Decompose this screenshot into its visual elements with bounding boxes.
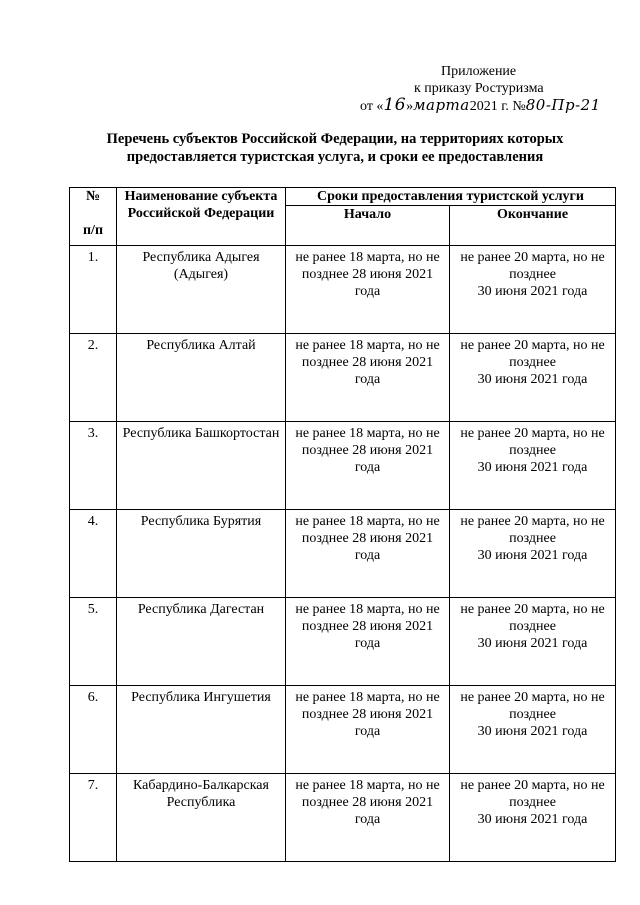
header-number-symbol: № [85, 189, 101, 204]
date-year: 2021 г. № [469, 99, 526, 114]
row-start-term: не ранее 18 марта, но не позднее 28 июня 2021 года [286, 510, 450, 598]
row-region-name: Республика Ингушетия [117, 686, 286, 774]
row-end-term [450, 686, 616, 774]
header-end: Окончание [450, 206, 616, 246]
row-number: 3. [70, 422, 117, 510]
row-end-term [450, 774, 616, 862]
date-mid: » [406, 99, 414, 114]
row-region-name: Кабардино-Балкарская Республика [117, 774, 286, 862]
end-term-line-1: не ранее 20 марта, но не позднее [460, 514, 605, 546]
table-row [70, 774, 616, 862]
end-term-line-1: не ранее 20 марта, но не позднее [460, 250, 605, 282]
row-number: 1. [70, 246, 117, 334]
row-start-term: не ранее 18 марта, но не позднее 28 июня 2021 года [286, 598, 450, 686]
table-row [70, 686, 616, 774]
handwritten-month: марта [413, 96, 470, 114]
header-number [70, 188, 117, 246]
row-end-term [450, 598, 616, 686]
end-term-line-1: не ранее 20 марта, но не позднее [460, 690, 605, 722]
document-title [70, 130, 600, 166]
end-term-line-2: 30 июня 2021 года [477, 548, 588, 563]
row-region-name: Республика Адыгея (Адыгея) [117, 246, 286, 334]
end-term-line-2: 30 июня 2021 года [477, 372, 588, 387]
row-start-term: не ранее 18 марта, но не позднее 28 июня 2021 года [286, 774, 450, 862]
row-region-name: Республика Башкортостан [117, 422, 286, 510]
header-start: Начало [286, 206, 450, 246]
table-row [70, 422, 616, 510]
end-term-line-1: не ранее 20 марта, но не позднее [460, 778, 605, 810]
end-term-line-2: 30 июня 2021 года [477, 460, 588, 475]
header-number-pp: п/п [82, 223, 104, 238]
row-end-term [450, 510, 616, 598]
end-term-line-2: 30 июня 2021 года [477, 284, 588, 299]
row-region-name: Республика Алтай [117, 334, 286, 422]
end-term-line-2: 30 июня 2021 года [477, 724, 588, 739]
row-start-term: не ранее 18 марта, но не позднее 28 июня 2021 года [286, 422, 450, 510]
title-line-2: предоставляется туристская услуга, и сроки ее предоставления [126, 149, 544, 165]
end-term-line-2: 30 июня 2021 года [477, 812, 588, 827]
annex-date-line [360, 97, 635, 115]
row-number: 4. [70, 510, 117, 598]
table-row [70, 246, 616, 334]
header-terms: Сроки предоставления туристской услуги [286, 188, 616, 206]
row-start-term: не ранее 18 марта, но не позднее 28 июня 2021 года [286, 686, 450, 774]
header-region-name: Наименование субъекта Российской Федерации [117, 188, 286, 246]
row-number: 6. [70, 686, 117, 774]
table-row [70, 334, 616, 422]
row-number: 7. [70, 774, 117, 862]
row-region-name: Республика Дагестан [117, 598, 286, 686]
table-row [70, 510, 616, 598]
row-start-term: не ранее 18 марта, но не позднее 28 июня 2021 года [286, 334, 450, 422]
annex-header [360, 63, 635, 115]
row-number: 5. [70, 598, 117, 686]
regions-table [69, 187, 616, 862]
table-row [70, 598, 616, 686]
end-term-line-1: не ранее 20 марта, но не позднее [460, 338, 605, 370]
row-end-term [450, 334, 616, 422]
row-start-term: не ранее 18 марта, но не позднее 28 июня 2021 года [286, 246, 450, 334]
row-number: 2. [70, 334, 117, 422]
annex-order-ref: к приказу Ростуризма [414, 81, 544, 96]
end-term-line-2: 30 июня 2021 года [477, 636, 588, 651]
row-end-term [450, 422, 616, 510]
date-prefix: от « [360, 99, 384, 114]
row-end-term [450, 246, 616, 334]
handwritten-order-number: 80-Пр-21 [525, 96, 601, 114]
title-line-1: Перечень субъектов Российской Федерации, на территориях которых [106, 131, 564, 147]
handwritten-day: 16 [383, 95, 407, 115]
annex-title: Приложение [441, 64, 517, 79]
end-term-line-1: не ранее 20 марта, но не позднее [460, 426, 605, 458]
table-header-row-1 [70, 188, 616, 206]
end-term-line-1: не ранее 20 марта, но не позднее [460, 602, 605, 634]
row-region-name: Республика Бурятия [117, 510, 286, 598]
